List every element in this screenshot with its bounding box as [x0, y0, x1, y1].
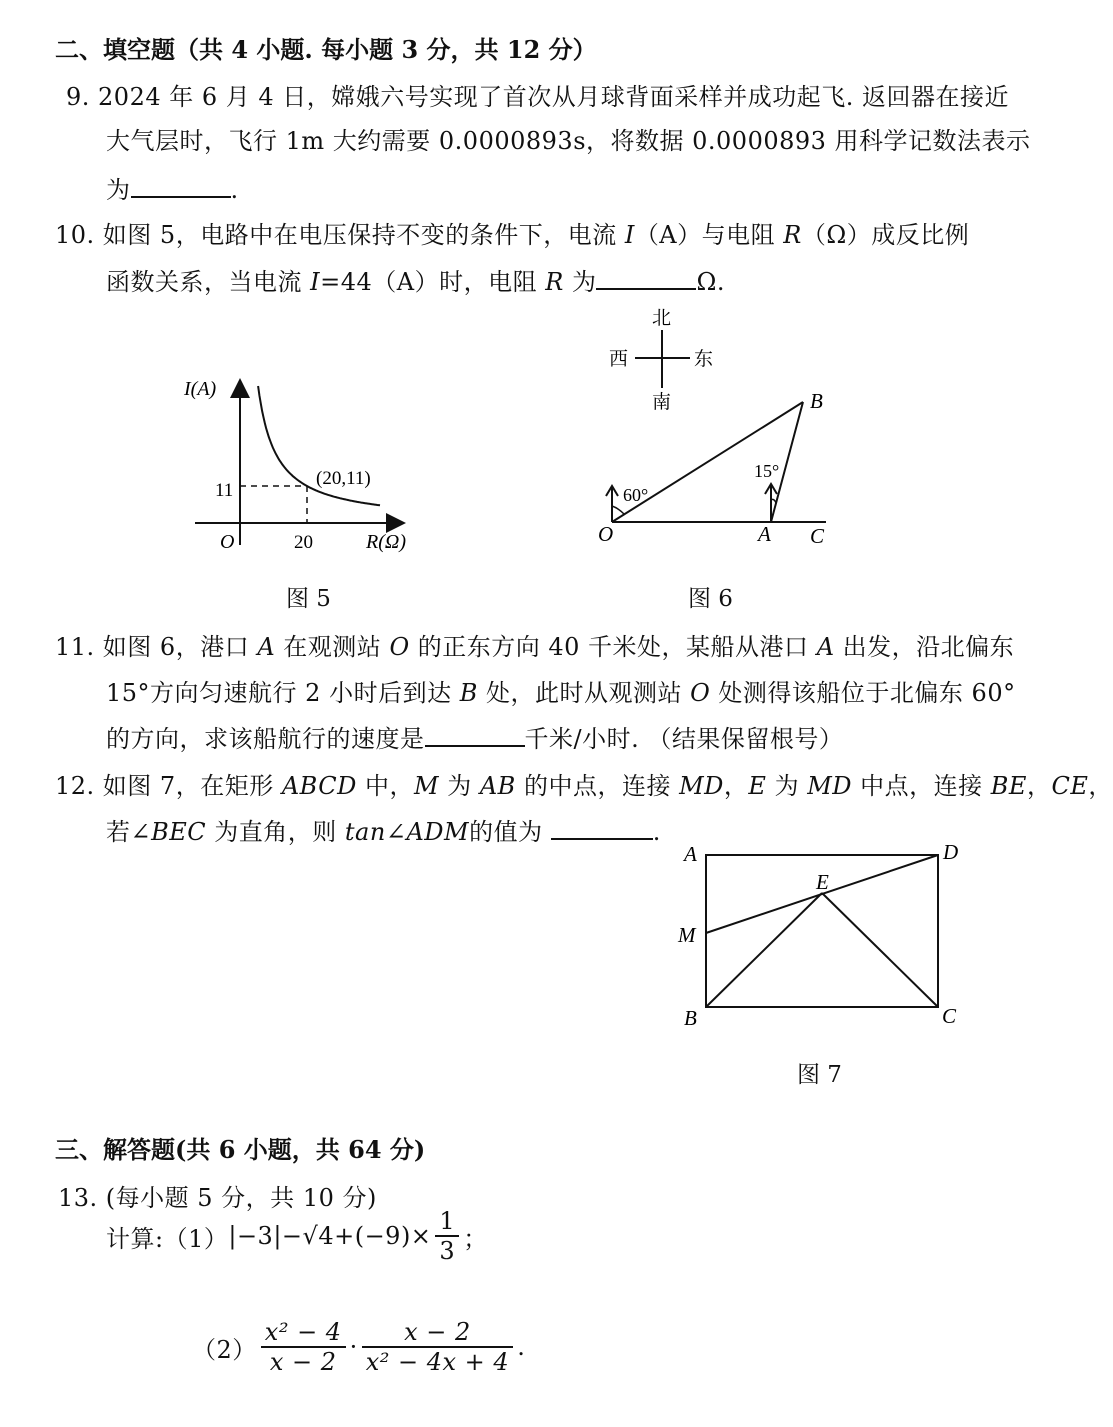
- line-be: [706, 893, 822, 1007]
- q10-text-e: =44（A）时，电阻: [320, 268, 546, 296]
- q10-text-f: 为: [563, 268, 597, 296]
- q12-text-l: 的值为: [469, 818, 543, 846]
- frac2-numerator: x² − 4: [261, 1318, 346, 1348]
- q10-line1: [55, 215, 969, 250]
- line-ce: [822, 893, 938, 1007]
- q12-angle-sign: ∠: [385, 818, 407, 846]
- frac1-denominator: 3: [439, 1237, 456, 1265]
- q11-var-b: B: [459, 679, 478, 707]
- q12-text-e: ，: [723, 772, 749, 800]
- q13-end-2: .: [517, 1333, 526, 1361]
- q12-text-f: 为: [766, 772, 808, 800]
- q12-var-md: MD: [679, 772, 724, 800]
- q12-text-g: 中点，连接: [852, 772, 991, 800]
- q12-var-ce: CE: [1051, 772, 1089, 800]
- q12-text-a: 12. 如图 7，在矩形: [55, 772, 282, 800]
- frac2-denominator: x − 2: [269, 1348, 337, 1376]
- angle-arc-o: [612, 506, 624, 514]
- q11-line2: [106, 673, 1016, 708]
- compass-south: 南: [652, 392, 672, 413]
- q12-text-d: 的中点，连接: [515, 772, 680, 800]
- figure5-caption: 图 5: [286, 586, 331, 612]
- q13-sqrt: √4: [302, 1222, 335, 1250]
- q12-line1: [55, 766, 1113, 801]
- q9-line1: 9. 2024 年 6 月 4 日，嫦娥六号实现了首次从月球背面采样并成功起飞. 返回器在接近: [66, 83, 1010, 111]
- q11-line3: [106, 719, 843, 754]
- q11-text-b: 在观测站: [275, 633, 390, 661]
- figure6-diagram: [590, 300, 850, 555]
- q10-var-r: R: [783, 221, 802, 249]
- compass-west: 西: [609, 349, 629, 370]
- q9-line3: [106, 170, 239, 205]
- q10-var-i2: I: [310, 268, 321, 296]
- q11-var-a2: A: [816, 633, 835, 661]
- figure7-caption: 图 7: [797, 1062, 842, 1088]
- q12-text-i: ，: [1088, 772, 1113, 800]
- fig5-y-tick: 11: [215, 480, 234, 501]
- q13-fraction-2: [261, 1318, 346, 1376]
- point-c: C: [810, 524, 825, 548]
- point-a: A: [758, 522, 771, 546]
- q12-text-h: ，: [1026, 772, 1052, 800]
- fig7-point-d: D: [943, 840, 959, 864]
- q10-unit: Ω.: [696, 268, 725, 296]
- q11-text-f: 处，此时从观测站: [477, 679, 691, 707]
- q12-text-b: 中，: [356, 772, 414, 800]
- q10-answer-blank[interactable]: [596, 264, 696, 290]
- q13-rest: +(−9)×: [334, 1222, 432, 1250]
- fig7-point-m: M: [678, 923, 696, 947]
- fig5-point-label: (20,11): [316, 468, 371, 489]
- q12-var-abcd: ABCD: [281, 772, 357, 800]
- frac1-numerator: 1: [435, 1207, 459, 1237]
- q11-text-c: 的正东方向 40 千米处，某船从港口: [409, 633, 817, 661]
- q12-var-be: BE: [990, 772, 1027, 800]
- q12-var-m: M: [414, 772, 440, 800]
- q10-var-r2: R: [545, 268, 564, 296]
- q13-abs-value: |−3|: [228, 1222, 282, 1250]
- fig5-origin: O: [220, 531, 235, 553]
- q11-text-i: 千米/小时. （结果保留根号）: [524, 725, 844, 753]
- q12-answer-blank[interactable]: [551, 814, 653, 840]
- q9-prefix: 为: [106, 176, 131, 204]
- fig7-point-b: B: [684, 1006, 697, 1030]
- q13-minus: −: [281, 1222, 303, 1250]
- q9-answer-blank[interactable]: [131, 172, 231, 198]
- figure6-caption: 图 6: [688, 586, 733, 612]
- q13-calc-label: 计算:（1）: [106, 1224, 229, 1253]
- q11-answer-blank[interactable]: [425, 721, 525, 747]
- q12-var-e: E: [748, 772, 767, 800]
- section2-title: 二、填空题（共 4 小题. 每小题 3 分，共 12 分）: [55, 35, 597, 64]
- q11-var-o: O: [389, 633, 410, 661]
- fig5-y-label: I(A): [184, 378, 217, 400]
- q12-text-j: 若∠: [106, 818, 152, 846]
- q13-part1: [106, 1206, 488, 1266]
- fig5-x-label: R(Ω): [366, 531, 406, 553]
- fig7-point-a: A: [684, 842, 697, 866]
- q11-line1: [55, 627, 1014, 662]
- q11-text-h: 的方向，求该船航行的速度是: [106, 725, 425, 753]
- angle-o-label: 60°: [623, 485, 649, 505]
- q12-var-bec: BEC: [151, 818, 207, 846]
- q12-text-c: 为: [439, 772, 480, 800]
- q11-text-a: 11. 如图 6，港口: [55, 633, 258, 661]
- q13-end-1: ；: [463, 1224, 488, 1253]
- q10-text-d: 函数关系，当电流: [106, 268, 311, 296]
- q13-dot: ·: [349, 1333, 358, 1361]
- q12-tan: tan: [344, 818, 386, 846]
- q11-var-o2: O: [690, 679, 711, 707]
- q12-text-k: 为直角，则: [206, 818, 345, 846]
- q10-text-a: 10. 如图 5，电路中在电压保持不变的条件下，电流: [55, 221, 625, 249]
- q12-var-adm: ADM: [406, 818, 470, 846]
- q10-line2: [106, 262, 725, 297]
- fig7-point-c: C: [942, 1004, 957, 1028]
- q11-text-g: 处测得该船位于北偏东 60°: [710, 679, 1016, 707]
- compass-east: 东: [694, 349, 714, 370]
- compass-north: 北: [652, 308, 672, 329]
- figure5-graph: [170, 360, 430, 560]
- q12-line2: [106, 812, 661, 847]
- q11-text-d: 出发，沿北偏东: [834, 633, 1015, 661]
- q11-var-a: A: [257, 633, 276, 661]
- fig7-point-e: E: [816, 870, 829, 894]
- angle-a-label: 15°: [754, 461, 780, 481]
- point-o: O: [598, 522, 614, 546]
- q12-var-ab: AB: [479, 772, 516, 800]
- frac3-denominator: x² − 4x + 4: [365, 1348, 510, 1376]
- q13-part2: [192, 1312, 525, 1382]
- q9-suffix: .: [230, 176, 239, 204]
- q10-text-c: （Ω）成反比例: [801, 221, 970, 249]
- point-b: B: [810, 389, 823, 413]
- q9-line2: 大气层时，飞行 1m 大约需要 0.0000893s，将数据 0.0000893 用科学记数法表示: [106, 127, 1031, 155]
- q13-header: 13. (每小题 5 分，共 10 分): [58, 1184, 377, 1212]
- q10-var-i: I: [624, 221, 635, 249]
- fig5-x-tick: 20: [294, 532, 313, 553]
- frac3-numerator: x − 2: [362, 1318, 513, 1348]
- q12-text-m: .: [652, 818, 661, 846]
- figure7-diagram: [670, 835, 970, 1035]
- q13-fraction-3: [362, 1318, 513, 1376]
- q11-text-e: 15°方向匀速航行 2 小时后到达: [106, 679, 460, 707]
- q12-var-md2: MD: [807, 772, 853, 800]
- q13-part2-label: （2）: [192, 1335, 257, 1364]
- q10-text-b: （A）与电阻: [634, 221, 784, 249]
- section3-title: 三、解答题(共 6 小题，共 64 分): [55, 1135, 426, 1164]
- q13-fraction-1: [435, 1207, 459, 1265]
